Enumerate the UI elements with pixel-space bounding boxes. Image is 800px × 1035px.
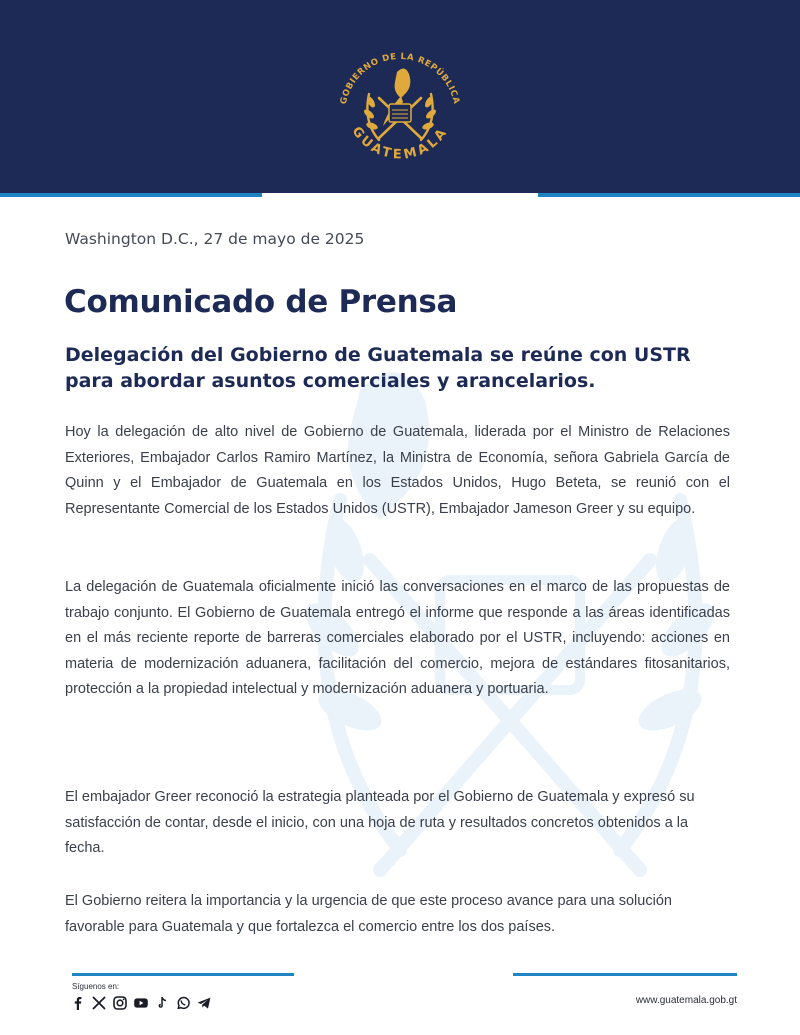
paragraph-2: La delegación de Guatemala oficialmente inició las conversaciones en el marco de las propuestas de trabajo conjunto. El Gobierno de Guatemala entregó el informe que responde a las áreas identificadas en el más reciente reporte de barreras comerciales elaborado por el USTR, incluyendo: acciones en materia de modernización aduanera, facilitación del comercio, mejora de estándares fitosanitarios, protección a la propiedad intelectual y modernización aduanera y portuaria. (65, 579, 730, 698)
paragraph-4: El Gobierno reitera la importancia y la urgencia de que este proceso avance para una solución favorable para Guatemala y que fortalezca el comercio entre los dos países. (65, 893, 672, 935)
coat-of-arms-seal (327, 42, 473, 172)
x-icon[interactable] (91, 995, 107, 1011)
telegram-icon[interactable] (196, 995, 212, 1011)
tiktok-icon[interactable] (154, 995, 170, 1011)
header-accent-line-left (0, 193, 262, 197)
footer-line-left (72, 973, 294, 976)
dateline: Washington D.C., 27 de mayo de 2025 (65, 230, 365, 248)
page-title: Comunicado de Prensa (64, 284, 458, 320)
header-banner (0, 0, 800, 193)
seal-arc-text: GOBIERNO DE LA REPÚBLICA (338, 51, 462, 106)
follow-us-label: Síguenos en: (72, 982, 120, 991)
whatsapp-icon[interactable] (175, 995, 191, 1011)
header-accent-line-right (538, 193, 800, 197)
footer-line-right (513, 973, 737, 976)
paragraph-3: El embajador Greer reconoció la estrategia planteada por el Gobierno de Guatemala y expresó su satisfacción de contar, desde el inicio, con una hoja de ruta y resultados concretos obtenidos a la fecha. (65, 789, 695, 857)
press-release-subtitle: Delegación del Gobierno de Guatemala se reúne con USTR para abordar asuntos comerciales y arancelarios. (65, 344, 691, 392)
facebook-icon[interactable] (70, 995, 86, 1011)
paragraph-1: Hoy la delegación de alto nivel de Gobierno de Guatemala, liderada por el Ministro de Relaciones Exteriores, Embajador Carlos Ramiro Martínez, la Ministra de Economía, señora Gabriela García de Quinn y el Embajador de Guatemala en los Estados Unidos, Hugo Beteta, se reunió con el Representante Comercial de los Estados Unidos (USTR), Embajador Jameson Greer y su equipo. (65, 424, 730, 517)
website-link[interactable]: www.guatemala.gob.gt (635, 995, 737, 1006)
svg-text:GUATEMALA (349, 124, 452, 163)
social-links (70, 995, 212, 1011)
seal-country-text: GUATEMALA (348, 124, 452, 163)
youtube-icon[interactable] (133, 995, 149, 1011)
instagram-icon[interactable] (112, 995, 128, 1011)
